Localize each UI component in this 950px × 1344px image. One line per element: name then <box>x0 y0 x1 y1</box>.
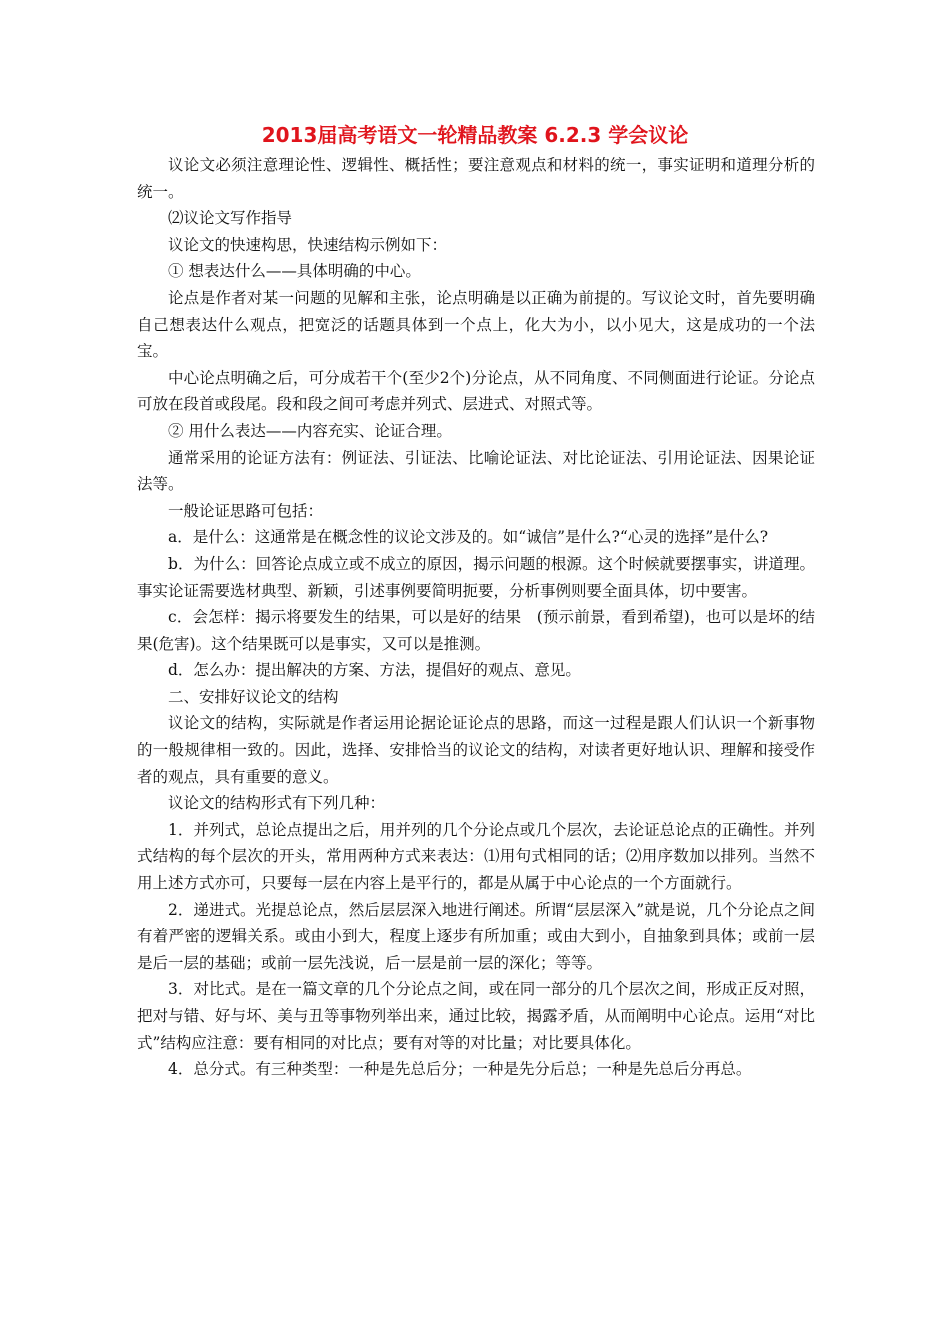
paragraph: c．会怎样：揭示将要发生的结果，可以是好的结果 (预示前景，看到希望)，也可以是坏的结果(危害)。这个结果既可以是事实，又可以是推测。 <box>137 608 815 653</box>
paragraph: a．是什么：这通常是在概念性的议论文涉及的。如“诚信”是什么?“心灵的选择”是什么? <box>168 528 769 547</box>
paragraph: 议论文必须注意理论性、逻辑性、概括性；要注意观点和材料的统一，事实证明和道理分析的统一。 <box>137 156 815 201</box>
paragraph: 论点是作者对某一问题的见解和主张，论点明确是以正确为前提的。写议论文时，首先要明确自己想表达什么观点，把宽泛的话题具体到一个点上，化大为小，以小见大，这是成功的一个法宝。 <box>137 288 815 361</box>
paragraph: ⑵议论文写作指导 <box>168 209 293 228</box>
paragraph: 一般论证思路可包括： <box>168 501 324 520</box>
paragraph: 1．并列式，总论点提出之后，用并列的几个分论点或几个层次，去论证总论点的正确性。并列式结构的每个层次的开头，常用两种方式来表达：⑴用句式相同的话；⑵用序数加以排列。当然不用上述方式亦可，只要每一层在内容上是平行的，都是从属于中心论点的一个方面就行。 <box>137 820 815 893</box>
document-body <box>137 152 815 1083</box>
paragraph: 议论文的结构，实际就是作者运用论据论证论点的思路，而这一过程是跟人们认识一个新事物的一般规律相一致的。因此，选择、安排恰当的议论文的结构，对读者更好地认识、理解和接受作者的观点，具有重要的意义。 <box>137 714 815 786</box>
paragraph: 议论文的结构形式有下列几种： <box>168 794 386 813</box>
paragraph: ① 想表达什么——具体明确的中心。 <box>168 262 421 281</box>
section-heading: 二、安排好议论文的结构 <box>168 687 339 706</box>
paragraph: 3．对比式。是在一篇文章的几个分论点之间，或在同一部分的几个层次之间，形成正反对照，把对与错、好与坏、美与丑等事物列举出来，通过比较，揭露矛盾，从而阐明中心论点。运用“对比式”结构应注意：要有相同的对比点；要有对等的对比量；对比要具体化。 <box>137 980 815 1052</box>
paragraph: d．怎么办：提出解决的方案、方法，提倡好的观点、意见。 <box>168 661 581 680</box>
paragraph: 议论文的快速构思，快速结构示例如下： <box>168 235 448 254</box>
paragraph: ② 用什么表达——内容充实、论证合理。 <box>168 421 452 440</box>
paragraph: 通常采用的论证方法有：例证法、引证法、比喻论证法、对比论证法、引用论证法、因果论证法等。 <box>137 448 815 494</box>
paragraph: 4．总分式。有三种类型：一种是先总后分；一种是先分后总；一种是先总后分再总。 <box>168 1060 752 1079</box>
paragraph: 中心论点明确之后，可分成若干个(至少2个)分论点，从不同角度、不同侧面进行论证。分论点可放在段首或段尾。段和段之间可考虑并列式、层进式、对照式等。 <box>137 368 815 414</box>
paragraph: 2．递进式。光提总论点，然后层层深入地进行阐述。所谓“层层深入”就是说，几个分论点之间有着严密的逻辑关系。或由小到大，程度上逐步有所加重；或由大到小，自抽象到具体；或前一层是后一层的基础；或前一层先浅说，后一层是前一层的深化；等等。 <box>137 900 815 972</box>
document-title: 2013届高考语文一轮精品教案 6.2.3 学会议论 <box>261 123 689 147</box>
paragraph: b．为什么：回答论点成立或不成立的原因，揭示问题的根源。这个时候就要摆事实，讲道理。事实论证需要选材典型、新颖，引述事例要简明扼要，分析事例则要全面具体，切中要害。 <box>137 554 815 600</box>
